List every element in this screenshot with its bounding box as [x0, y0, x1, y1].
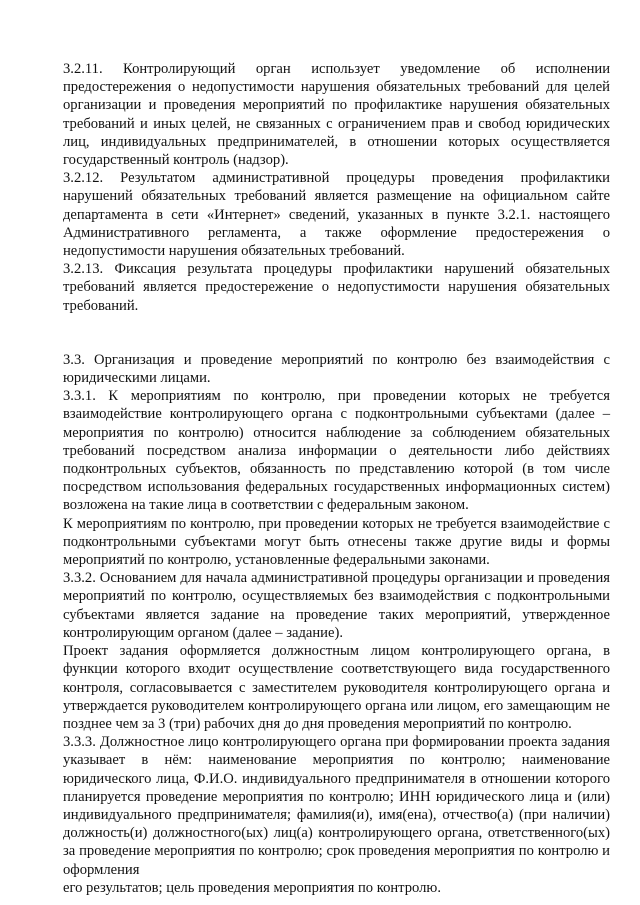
paragraph-3-2-12: 3.2.12. Результатом административной процедуры проведения профилактики нарушений обязательных требований является размещение на официальном сайте департамента в сети «Интернет» сведений, указанных в пункте 3.2.1. настоящего Административного регламента, а также оформление предостережения о недопустимости нарушения обязательных требований. [63, 170, 610, 260]
paragraph-3-3-1: 3.3.1. К мероприятиям по контролю, при проведении которых не требуется взаимодействие контролирующего органа с подконтрольными субъектами (далее – мероприятия по контролю) относится наблюдение за соблюдением обязательных требований посредством анализа информации о деятельности либо действиях подконтрольных субъектов, обязанность по представлению которой (в том числе посредством использования федеральных государственных информационных систем) возложена на такие лица в соответствии с федеральным законом. [63, 388, 610, 514]
section-gap [63, 315, 610, 351]
paragraph-3-3-3: 3.3.3. Должностное лицо контролирующего органа при формировании проекта задания указывает в нём: наименование мероприятия по контролю; наименование юридического лица, Ф.И.О. индивидуального предпринимателя в отношении которого планируется проведение мероприятия по контролю; ИНН юридического лица и (или) индивидуального предпринимателя; фамилия(и), имя(ена), отчество(а) (при наличии) должность(и) должностного(ых) лиц(а) контролирующего органа, ответственного(ых) за проведение мероприятия по контролю; срок проведения мероприятия по контролю и оформления [63, 734, 610, 878]
paragraph-3-2-13: 3.2.13. Фиксация результата процедуры профилактики нарушений обязательных требований является предостережение о недопустимости нарушения обязательных требований. [63, 261, 610, 314]
paragraph-3-2-11: 3.2.11. Контролирующий орган использует уведомление об исполнении предостережения о недопустимости нарушения обязательных требований для целей организации и проведения мероприятий по профилактике нарушения обязательных требований и иных целей, не связанных с ограничением прав и свобод юридических лиц, индивидуальных предпринимателей, в отношении которых осуществляется государственный контроль (надзор). [63, 61, 610, 169]
paragraph-3-3-2: 3.3.2. Основанием для начала административной процедуры организации и проведения мероприятий по контролю, осуществляемых без взаимодействия с подконтрольными субъектами является задание на проведение таких мероприятий, утвержденное контролирующим органом (далее – задание). [63, 570, 610, 641]
paragraph-3-3-2-continued: Проект задания оформляется должностным лицом контролирующего органа, в функции которого входит осуществление соответствующего вида государственного контроля, согласовывается с заместителем руководителя контролирующего органа и утверждается руководителем контролирующего органа или лицом, его замещающим не позднее чем за 3 (три) рабочих дня до дня проведения мероприятий по контролю. [63, 643, 610, 732]
paragraph-3-3: 3.3. Организация и проведение мероприятий по контролю без взаимодействия с юридическими лицами. [63, 351, 610, 387]
document-page [63, 60, 610, 897]
paragraph-3-3-3-end: его результатов; цель проведения мероприятия по контролю. [63, 879, 441, 896]
paragraph-3-3-1-continued: К мероприятиям по контролю, при проведении которых не требуется взаимодействие с подконтрольными субъектами могут быть отнесены также другие виды и формы мероприятий по контролю, установленные федеральными законами. [63, 515, 610, 569]
